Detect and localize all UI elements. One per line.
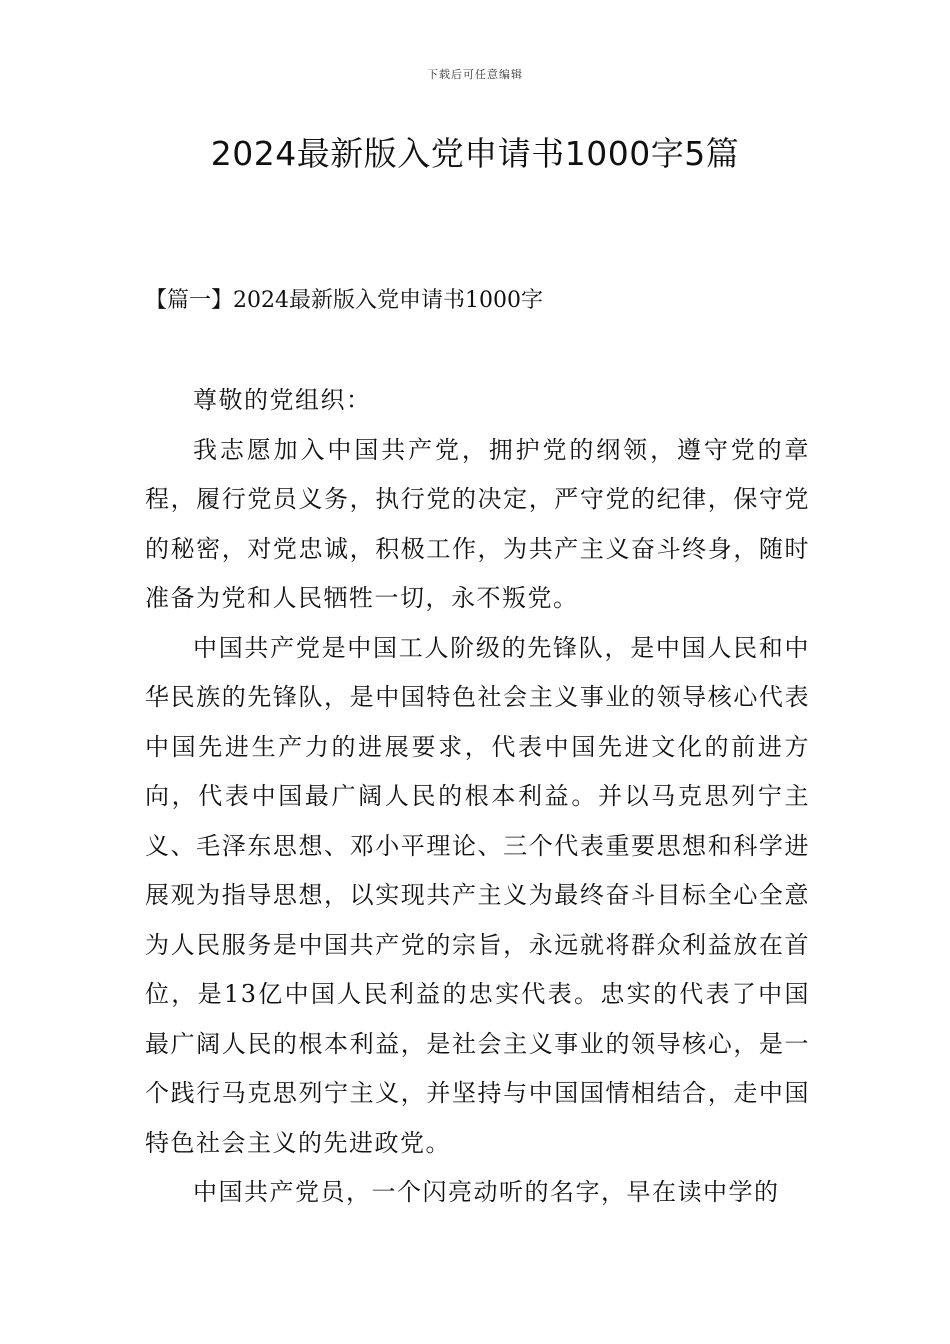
paragraph-1: 我志愿加入中国共产党，拥护党的纲领，遵守党的章程，履行党员义务，执行党的决定，严守党的纪律，保守党的秘密，对党忠诚，积极工作，为共产主义奋斗终身，随时准备为党和人民牺牲一切，永不叛党。 (145, 435, 810, 612)
salutation: 尊敬的党组织： (193, 386, 372, 414)
paragraph-3: 中国共产党员，一个闪亮动听的名字，早在读中学的 (193, 1178, 780, 1206)
letter-body (145, 376, 810, 1218)
paragraph-2: 中国共产党是中国工人阶级的先锋队，是中国人民和中华民族的先锋队，是中国特色社会主义事业的领导核心代表中国先进生产力的进展要求，代表中国先进文化的前进方向，代表中国最广阔人民的根本利益。并以马克思列宁主义、毛泽东思想、邓小平理论、三个代表重要思想和科学进展观为指导思想，以实现共产主义为最终奋斗目标全心全意为人民服务是中国共产党的宗旨，永远就将群众利益放在首位，是13亿中国人民利益的忠实代表。忠实的代表了中国最广阔人民的根本利益，是社会主义事业的领导核心，是一个践行马克思列宁主义，并坚持与中国国情相结合，走中国特色社会主义的先进政党。 (145, 633, 810, 1157)
section-heading: 【篇一】2024最新版入党申请书1000字 (145, 288, 543, 313)
document-title: 2024最新版入党申请书1000字5篇 (210, 134, 740, 173)
header-note: 下载后可任意编辑 (427, 68, 523, 81)
